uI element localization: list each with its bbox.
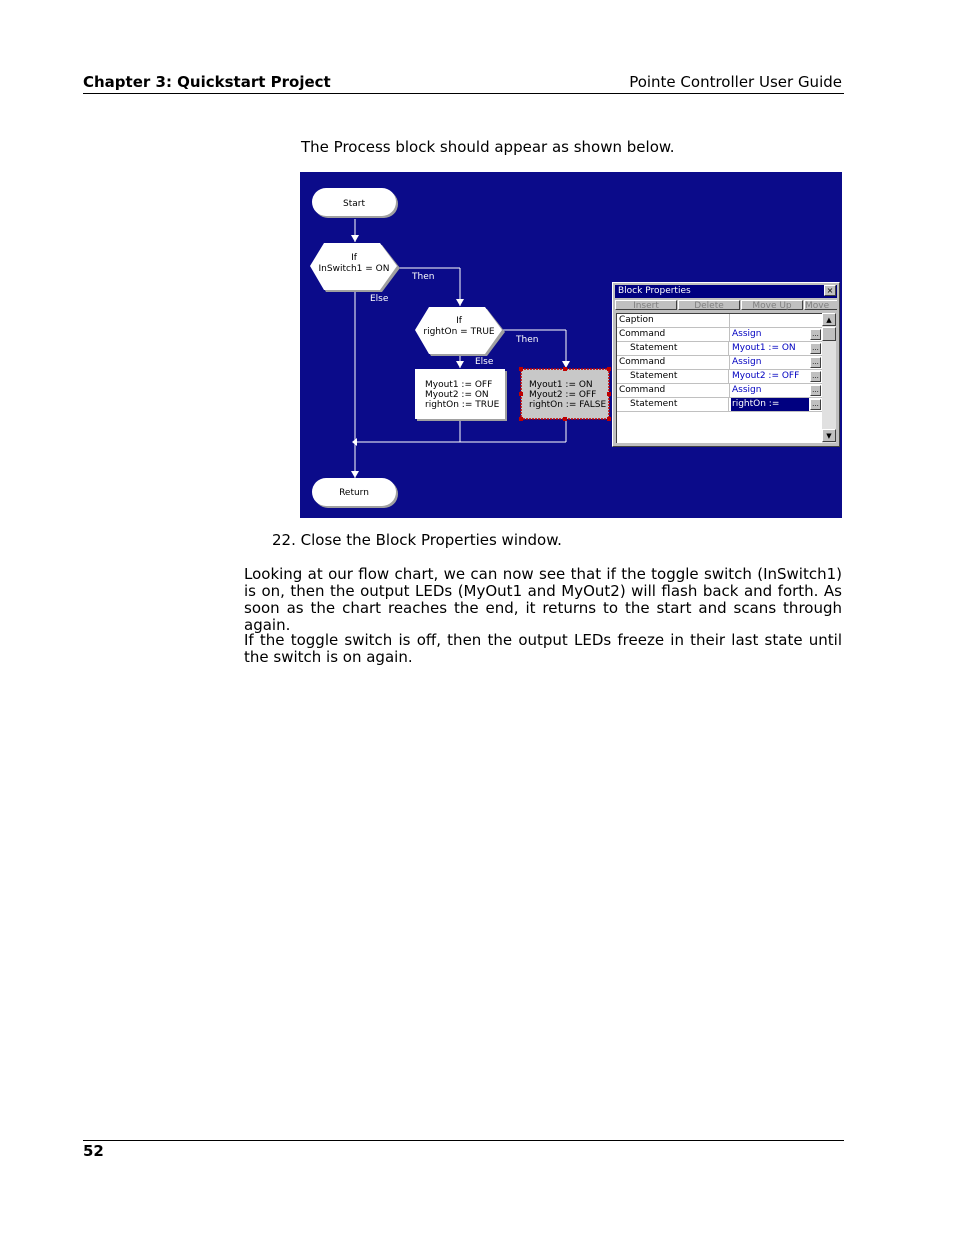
flowchart-screenshot	[300, 172, 842, 518]
start-label: Start	[343, 199, 365, 209]
ellipsis-button[interactable]: ...	[810, 385, 821, 396]
ellipsis-button[interactable]: ...	[810, 399, 821, 410]
block-properties-window[interactable]	[612, 282, 840, 447]
return-label: Return	[339, 488, 369, 498]
property-value[interactable]: Assign	[732, 385, 762, 395]
box2-line-2: Myout2 := OFF	[529, 390, 597, 400]
close-icon[interactable]: ×	[824, 285, 836, 296]
box2-line-1: Myout1 := ON	[529, 380, 593, 390]
page-number: 52	[83, 1142, 104, 1160]
scroll-up-icon[interactable]: ▲	[822, 313, 836, 326]
else1-label: Else	[370, 294, 389, 304]
move-down-button[interactable]: Move	[804, 300, 837, 310]
if1-label: If	[351, 253, 357, 263]
box1-line-2: Myout2 := ON	[425, 390, 489, 400]
property-value[interactable]: Myout1 := ON	[732, 343, 796, 353]
block-properties-titlebar[interactable]	[615, 285, 837, 298]
property-key: Statement	[619, 370, 729, 383]
property-row[interactable]	[617, 370, 822, 384]
then2-label: Then	[516, 335, 539, 345]
delete-button[interactable]: Delete	[678, 300, 740, 310]
else2-label: Else	[475, 357, 494, 367]
move-up-button[interactable]: Move Up	[741, 300, 803, 310]
scroll-down-icon[interactable]: ▼	[822, 429, 836, 442]
property-row[interactable]	[617, 328, 822, 342]
insert-button[interactable]: Insert	[615, 300, 677, 310]
footer-rule	[83, 1140, 844, 1141]
scrollbar-thumb[interactable]	[822, 327, 836, 341]
properties-grid	[616, 313, 822, 443]
property-row[interactable]	[617, 342, 822, 356]
property-row-selected[interactable]	[617, 398, 822, 422]
property-key: Command	[619, 356, 730, 369]
property-key: Statement	[619, 398, 729, 411]
header-rule	[83, 93, 844, 94]
paragraph-1: Looking at our flow chart, we can now see that if the toggle switch (InSwitch1) is on, then the output LEDs (MyOut1 and MyOut2) will flash back and forth. As soon as the chart reaches the end, it returns to the start and scans through again.	[244, 565, 842, 634]
then1-label: Then	[412, 272, 435, 282]
box1-line-1: Myout1 := OFF	[425, 380, 493, 390]
paragraph-2: If the toggle switch is off, then the output LEDs freeze in their last state until the switch is on again.	[244, 631, 842, 666]
property-row[interactable]	[617, 384, 822, 398]
ellipsis-button[interactable]: ...	[810, 343, 821, 354]
box2-line-3: rightOn := FALSE	[529, 400, 607, 410]
property-value[interactable]: Myout2 := OFF	[732, 371, 800, 381]
property-key: Statement	[619, 342, 729, 355]
if2-label: If	[456, 316, 462, 326]
ellipsis-button[interactable]: ...	[810, 329, 821, 340]
property-value[interactable]: Assign	[732, 357, 762, 367]
box1-line-3: rightOn := TRUE	[425, 400, 500, 410]
chapter-header: Chapter 3: Quickstart Project	[83, 73, 331, 91]
intro-text: The Process block should appear as shown below.	[301, 138, 675, 156]
block-properties-title: Block Properties	[618, 286, 691, 296]
if1-condition: InSwitch1 = ON	[318, 264, 390, 274]
property-value[interactable]: Assign	[732, 329, 762, 339]
ellipsis-button[interactable]: ...	[810, 371, 821, 382]
ellipsis-button[interactable]: ...	[810, 357, 821, 368]
step-22: 22. Close the Block Properties window.	[272, 531, 562, 549]
property-row[interactable]	[617, 356, 822, 370]
block-properties-toolbar	[615, 300, 837, 311]
property-key: Command	[619, 328, 730, 341]
property-key: Caption	[619, 314, 730, 327]
property-key: Command	[619, 384, 730, 397]
property-value-selected[interactable]: rightOn := FALSE	[731, 398, 809, 411]
vertical-scrollbar[interactable]	[822, 313, 836, 443]
property-value[interactable]	[731, 314, 809, 327]
if2-condition: rightOn = TRUE	[423, 327, 495, 337]
guide-title: Pointe Controller User Guide	[629, 73, 842, 91]
property-row[interactable]	[617, 314, 822, 328]
